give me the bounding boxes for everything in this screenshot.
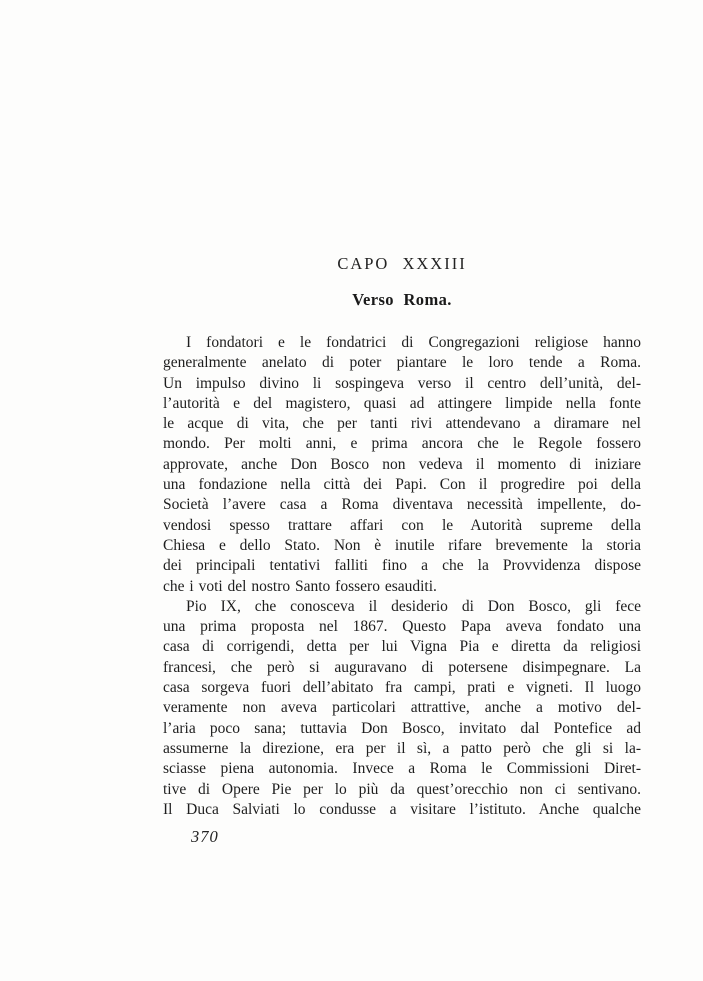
paragraph <box>163 333 641 597</box>
text-line: assumerne la direzione, era per il sì, a patto però che gli si la- <box>163 739 641 757</box>
text-line: sciasse piena autonomia. Invece a Roma le Commissioni Diret- <box>163 760 641 778</box>
text-line: Società l’avere casa a Roma diventava necessità impellente, do- <box>163 496 641 514</box>
text-line: Pio IX, che conosceva il desiderio di Don Bosco, gli fece <box>186 597 641 615</box>
text-line: Un impulso divino li sospingeva verso il centro dell’unità, del- <box>163 374 641 392</box>
text-line: l’autorità e del magistero, quasi ad attingere limpide nella fonte <box>163 394 641 412</box>
text-block <box>163 254 641 820</box>
text-line: una fondazione nella città dei Papi. Con il progredire poi della <box>163 476 641 494</box>
text-line: tive di Opere Pie per lo più da quest’orecchio non ci sentivano. <box>163 780 641 798</box>
text-line: veramente non aveva particolari attrattive, anche a motivo del- <box>163 699 641 717</box>
text-line: mondo. Per molti anni, e prima ancora che le Regole fossero <box>163 435 641 453</box>
text-line: casa di corrigendi, detta per lui Vigna Pia e diretta da religiosi <box>163 638 641 656</box>
text-line: le acque di vita, che per tanti rivi attendevano a diramare nel <box>163 415 641 433</box>
text-line: vendosi spesso trattare affari con le Autorità supreme della <box>163 516 641 534</box>
text-line: Il Duca Salviati lo condusse a visitare l’istituto. Anche qualche <box>163 800 641 818</box>
text-line: approvate, anche Don Bosco non vedeva il momento di iniziare <box>163 455 641 473</box>
text-line: generalmente anelato di poter piantare le loro tende a Roma. <box>163 354 641 372</box>
text-line: una prima proposta nel 1867. Questo Papa aveva fondato una <box>163 618 641 636</box>
page-number: 370 <box>191 827 219 846</box>
chapter-heading: CAPO XXXIII <box>337 254 467 273</box>
text-line: dei principali tentativi falliti fino a che la Provvidenza dispose <box>163 557 641 575</box>
paragraph <box>163 597 641 820</box>
section-heading: Verso Roma. <box>352 290 452 309</box>
text-line: casa sorgeva fuori dell’abitato fra campi, prati e vigneti. Il luogo <box>163 679 641 697</box>
text-line: Chiesa e dello Stato. Non è inutile rifare brevemente la storia <box>163 536 641 554</box>
text-line: che i voti del nostro Santo fossero esauditi. <box>163 577 437 595</box>
text-line: I fondatori e le fondatrici di Congregazioni religiose hanno <box>186 334 641 351</box>
text-line: francesi, che però si auguravano di potersene disimpegnare. La <box>163 658 641 676</box>
body-text <box>163 333 641 820</box>
text-line: l’aria poco sana; tuttavia Don Bosco, invitato dal Pontefice ad <box>163 719 641 737</box>
